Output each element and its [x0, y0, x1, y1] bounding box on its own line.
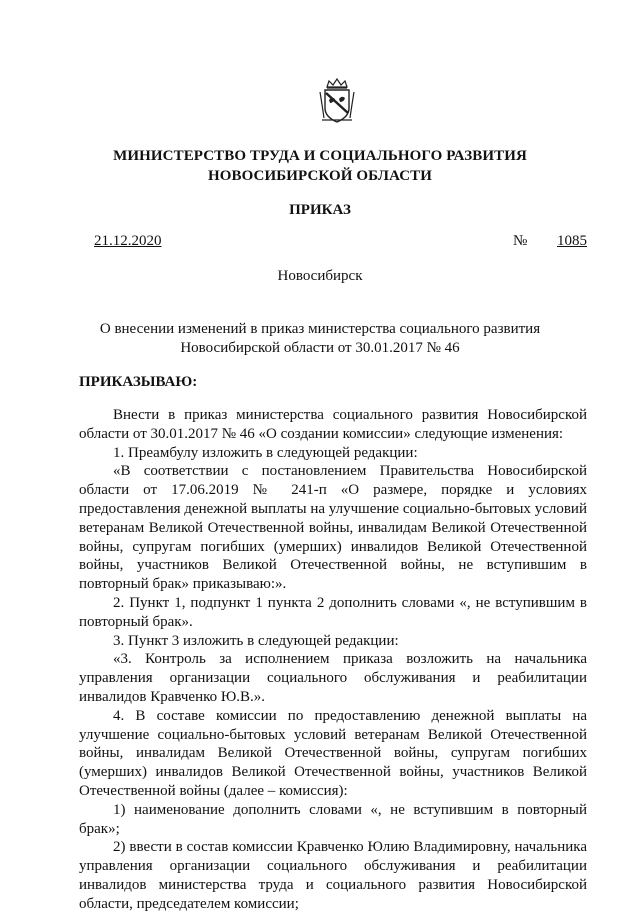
- document-number: 1085: [557, 233, 587, 249]
- paragraph-intro: Внести в приказ министерства социального развития Новосибирской области от 30.01.2017 № 46 «О создании комиссии» следующие изменения:: [79, 407, 587, 442]
- document-type: ПРИКАЗ: [289, 202, 351, 218]
- document-date: 21.12.2020: [94, 233, 162, 249]
- paragraph-item-3: 3. Пункт 3 изложить в следующей редакции:: [113, 632, 399, 649]
- paragraph-item-4: 4. В составе комиссии по предоставлению денежной выплаты на улучшение социально-бытовых условий ветеранам Великой Отечественной войны, инвалидам Великой Отечественной войны, супругам погибших (умерших) инвалидов Великой Отечественной войны, участников Великой Отечественной войны (далее – комиссия):: [79, 707, 587, 799]
- document-body: [79, 406, 587, 914]
- decree-word: ПРИКАЗЫВАЮ:: [79, 374, 198, 390]
- ministry-name-line1: МИНИСТЕРСТВО ТРУДА И СОЦИАЛЬНОГО РАЗВИТИЯ: [113, 148, 527, 164]
- subject-line1: О внесении изменений в приказ министерства социального развития: [99, 321, 541, 337]
- paragraph-subitem-2: 2) ввести в состав комиссии Кравченко Юлию Владимировну, начальника управления организации социального обслуживания и реабилитации инвалидов министерства труда и социального развития Новосибирской области, председателем комиссии;: [79, 839, 587, 912]
- ministry-name-line2: НОВОСИБИРСКОЙ ОБЛАСТИ: [207, 168, 433, 184]
- paragraph-item-3-text: «3. Контроль за исполнением приказа возложить на начальника управления организации социального обслуживания и реабилитации инвалидов Кравченко Ю.В.».: [79, 651, 587, 705]
- paragraph-subitem-1: 1) наименование дополнить словами «, не вступившим в повторный брак»;: [79, 801, 587, 837]
- city: Новосибирск: [277, 268, 363, 284]
- ministry-name: [0, 146, 640, 186]
- number-sign: №: [513, 233, 528, 249]
- document-subject: [0, 320, 640, 358]
- subject-line2: Новосибирской области от 30.01.2017 № 46: [180, 340, 460, 356]
- paragraph-preamble-text: «В соответствии с постановлением Правительства Новосибирской области от 17.06.2019 № 241-п «О размере, порядке и условиях предоставления денежной выплаты на улучшение социально-бытовых условий ветеранам Великой Отечественной войны, инвалидам Великой Отечественной войны, супругам погибших (умерших) инвалидов Великой Отечественной войны, участников Великой Отечественной войны, не вступившим в повторный брак» приказываю:».: [79, 463, 587, 593]
- paragraph-item-2: 2. Пункт 1, подпункт 1 пункта 2 дополнить словами «, не вступившим в повторный брак».: [79, 594, 587, 630]
- paragraph-item-1: 1. Преамбулу изложить в следующей редакции:: [113, 444, 418, 461]
- novosibirsk-coat-of-arms-icon: [318, 78, 356, 124]
